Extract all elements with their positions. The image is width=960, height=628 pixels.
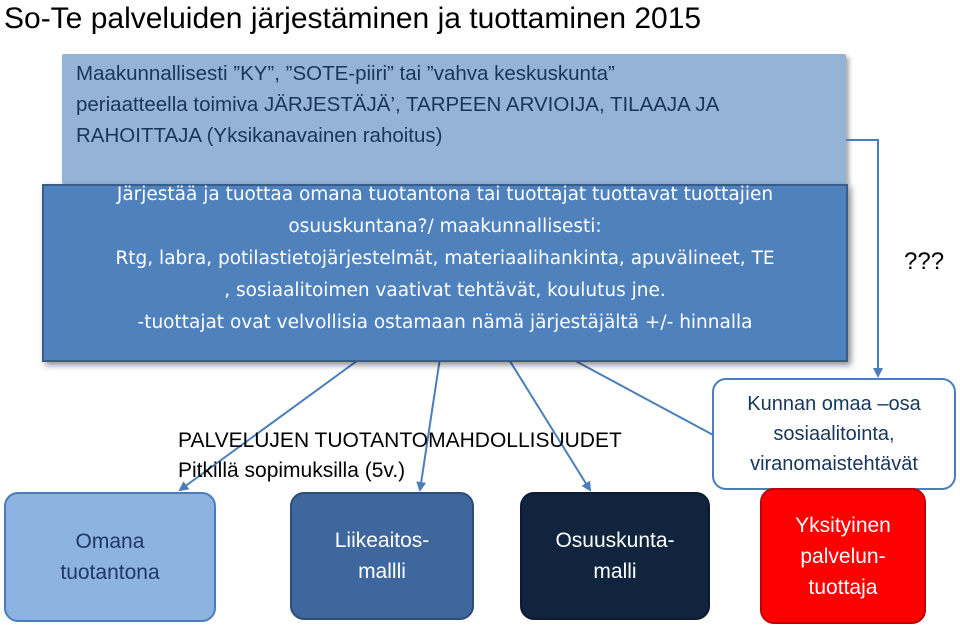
organizer-line: periaatteella toimiva JÄRJESTÄJÄ’, TARPEEN ARVIOIJA, TILAAJA JA [76, 93, 720, 116]
production-line: -tuottajat ovat velvollisia ostamaan nämä järjestäjältä +/- hinnalla [137, 312, 753, 333]
production-line: Rtg, labra, potilastietojärjestelmät, materiaalihankinta, apuvälineet, TE [115, 248, 775, 269]
production-line: , sosiaalitoimen vaativat tehtävät, koulutus jne. [224, 280, 666, 301]
production-options-note [178, 426, 622, 486]
municipality-line: Kunnan omaa –osa [747, 393, 921, 415]
page-title: So-Te palveluiden järjestäminen ja tuottaminen 2015 [4, 2, 702, 35]
box-label: Osuuskunta- [555, 529, 675, 552]
production-line: Järjestää ja tuottaa omana tuotantona tai tuottajat tuottavat tuottajien [116, 184, 774, 205]
organizer-line: RAHOITTAJA (Yksikanavainen rahoitus) [76, 124, 443, 147]
municipality-line: viranomaistehtävät [750, 453, 918, 475]
arrow-to-kunta [846, 140, 878, 376]
question-marks: ??? [904, 248, 945, 275]
box-label: Liikeaitos- [334, 529, 430, 552]
box-label: tuotantona [60, 561, 160, 584]
private-provider-box [760, 488, 926, 624]
production-line: osuuskuntana?/ maakunnallisesti: [288, 216, 602, 237]
box-label: Omana [75, 530, 145, 553]
cooperative-box [520, 492, 710, 620]
own-production-box [4, 492, 216, 622]
public-enterprise-box [290, 492, 474, 620]
organizer-line: Maakunnallisesti ”KY”, ”SOTE-piiri” tai ”vahva keskuskunta” [76, 62, 615, 85]
note-subheading: Pitkillä sopimuksilla (5v.) [178, 459, 406, 482]
municipality-box [712, 378, 956, 490]
note-heading: PALVELUJEN TUOTANTOMAHDOLLISUUDET [178, 429, 622, 452]
box-label: malli [593, 560, 637, 583]
production-box [42, 184, 848, 362]
box-label: Yksityinen [795, 513, 891, 537]
box-label: palvelun- [800, 544, 886, 568]
box-label: tuottaja [808, 575, 878, 599]
organizer-text [76, 58, 836, 151]
box-label: mallli [358, 560, 406, 583]
municipality-line: sosiaalitointa, [773, 423, 895, 445]
